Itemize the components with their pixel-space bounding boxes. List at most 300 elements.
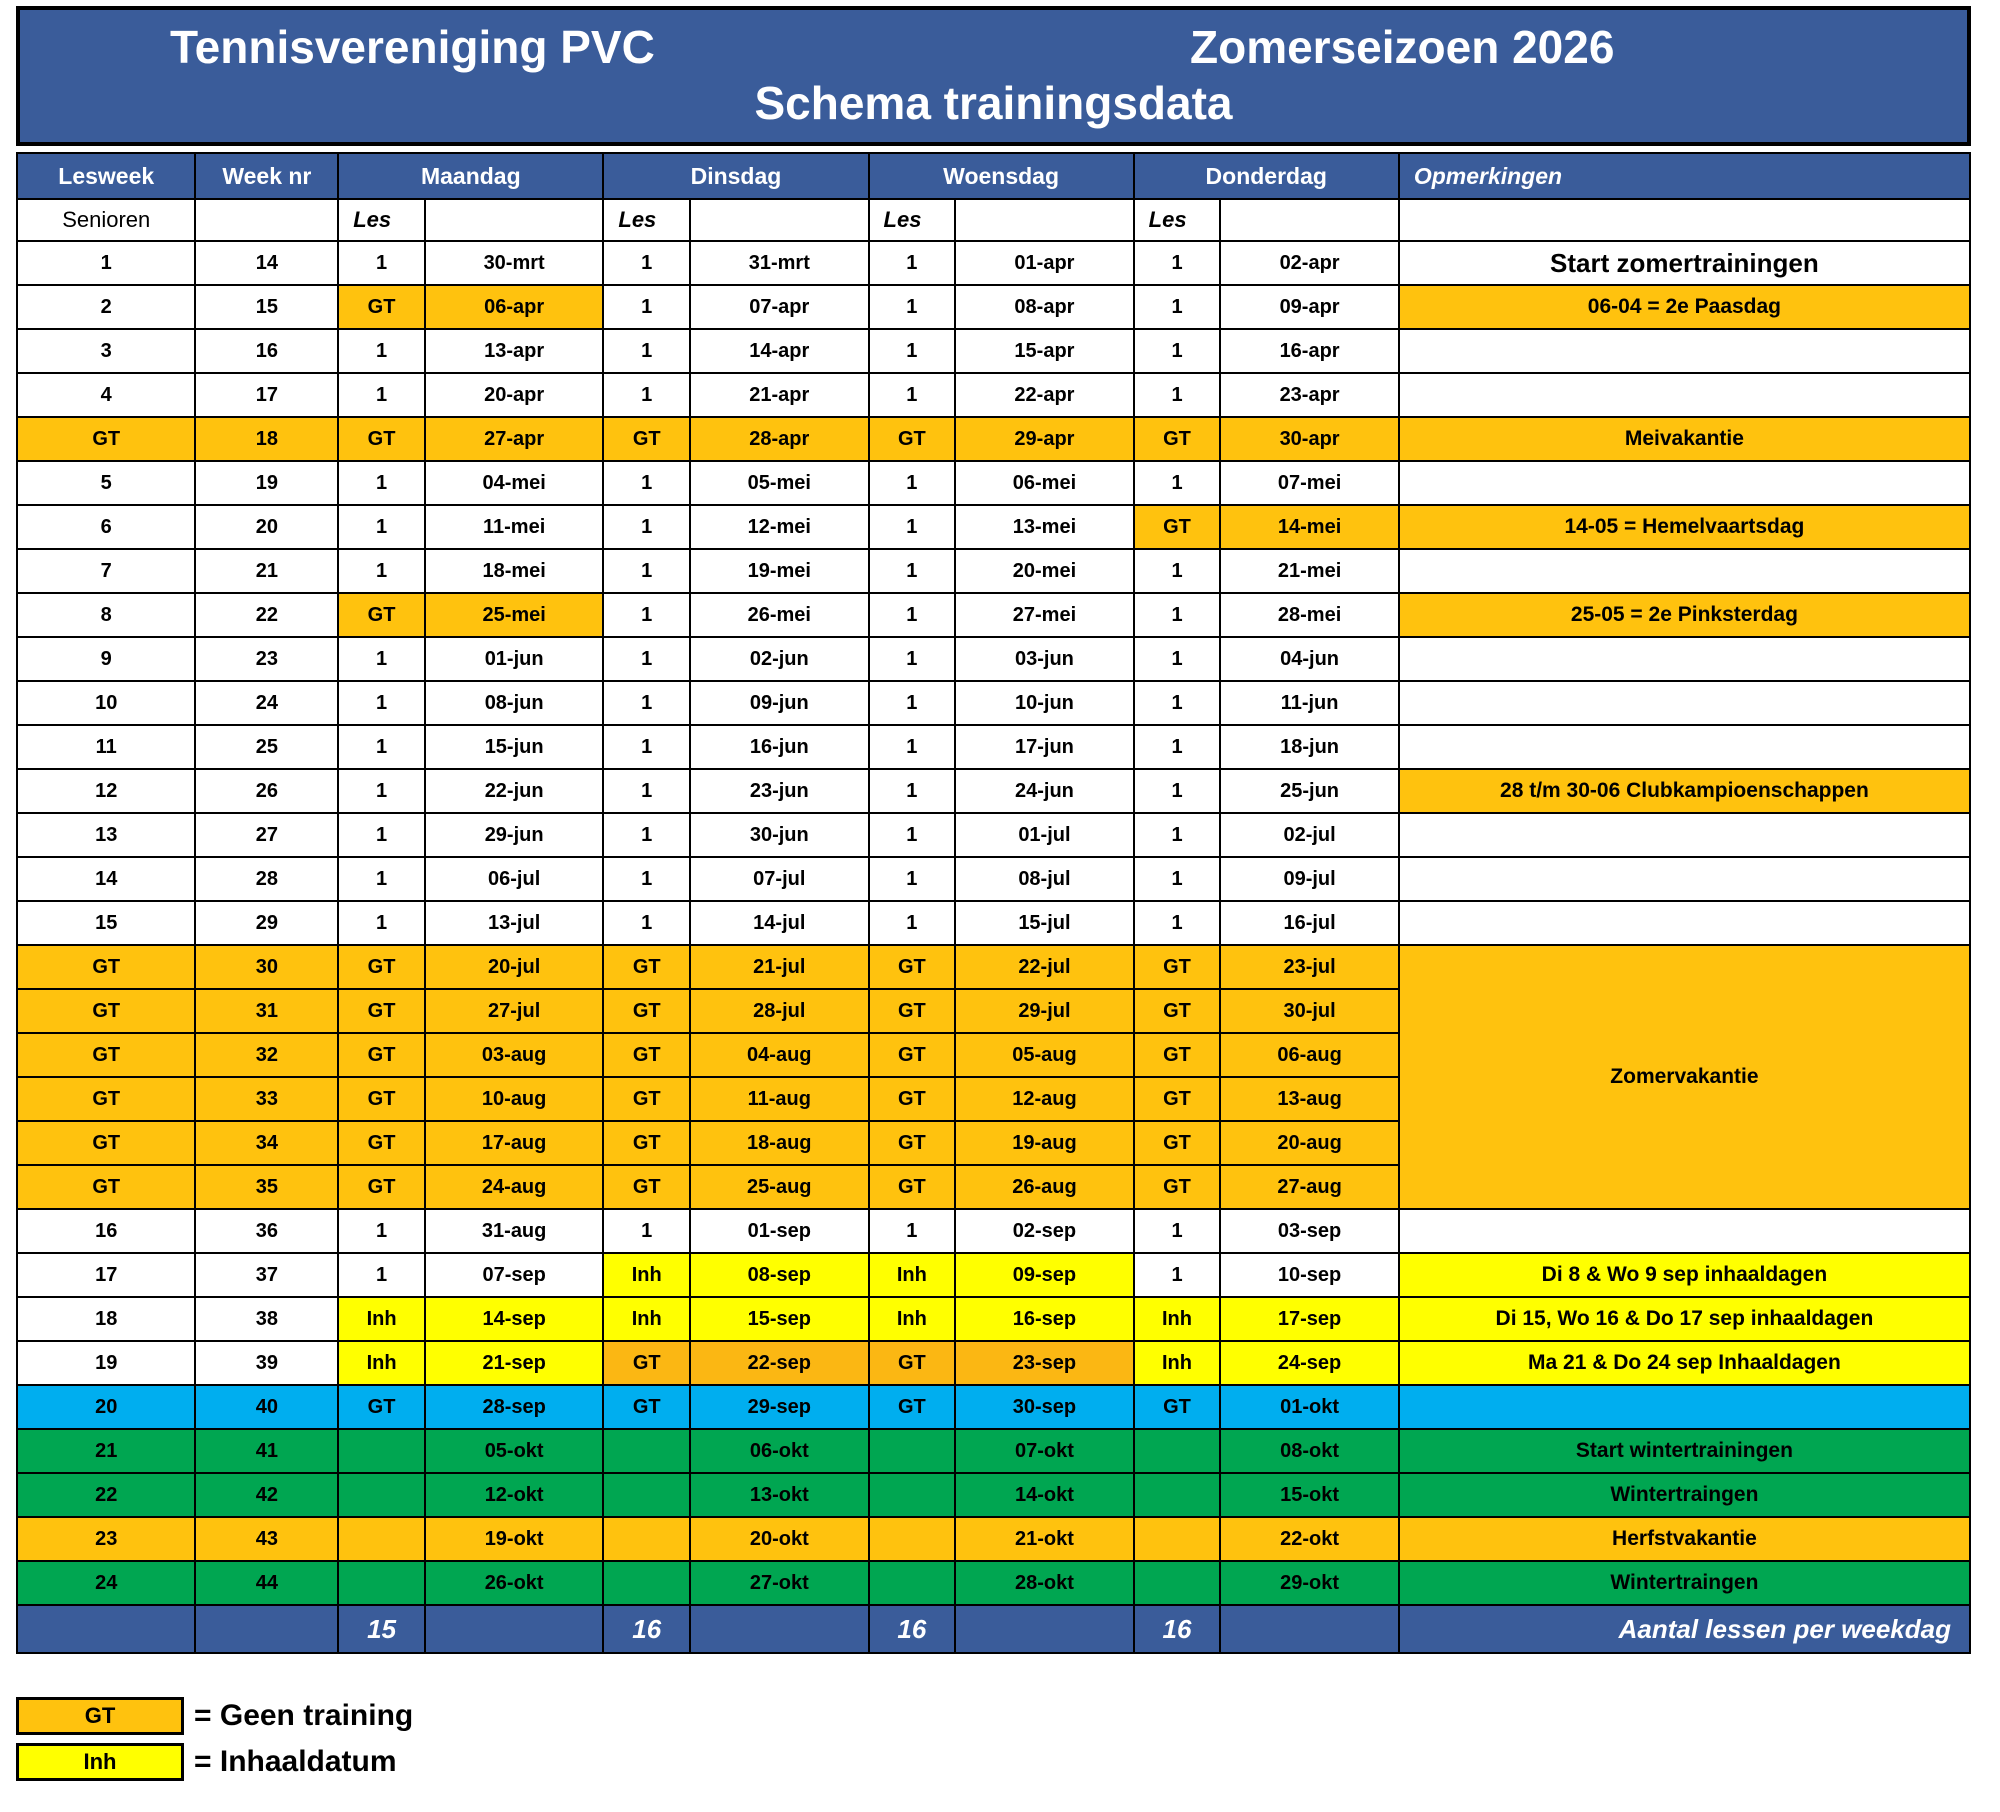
table-row xyxy=(17,1429,1970,1473)
cell-di_date: 05-mei xyxy=(690,461,868,505)
cell-lesweek: 8 xyxy=(17,593,195,637)
cell-ma_les: 1 xyxy=(338,901,425,945)
cell-ma_date: 11-mei xyxy=(425,505,603,549)
cell-do_date: 18-jun xyxy=(1220,725,1398,769)
cell-wo_date: 28-okt xyxy=(955,1561,1133,1605)
cell-di_date: 02-jun xyxy=(690,637,868,681)
cell-do_les: 1 xyxy=(1134,329,1221,373)
col-header-dinsdag: Dinsdag xyxy=(603,153,868,199)
cell-weeknr: 20 xyxy=(195,505,338,549)
cell-do_les: GT xyxy=(1134,1077,1221,1121)
col-header-weeknr: Week nr xyxy=(195,153,338,199)
cell-ma_les: 1 xyxy=(338,725,425,769)
cell-ma_les: GT xyxy=(338,1121,425,1165)
cell-lesweek: GT xyxy=(17,1077,195,1121)
subheader-date-dinsdag xyxy=(690,199,868,241)
cell-wo_les: 1 xyxy=(869,241,956,285)
cell-do_date: 24-sep xyxy=(1220,1341,1398,1385)
cell-do_date: 04-jun xyxy=(1220,637,1398,681)
cell-ma_date: 18-mei xyxy=(425,549,603,593)
table-row xyxy=(17,549,1970,593)
cell-wo_date: 06-mei xyxy=(955,461,1133,505)
cell-di_les: 1 xyxy=(603,813,690,857)
cell-weeknr: 38 xyxy=(195,1297,338,1341)
table-row xyxy=(17,769,1970,813)
cell-ma_les: 1 xyxy=(338,637,425,681)
cell-wo_date: 01-apr xyxy=(955,241,1133,285)
cell-di_date: 22-sep xyxy=(690,1341,868,1385)
cell-di_date: 28-jul xyxy=(690,989,868,1033)
cell-ma_les xyxy=(338,1429,425,1473)
cell-wo_les: GT xyxy=(869,1033,956,1077)
cell-wo_date: 02-sep xyxy=(955,1209,1133,1253)
cell-lesweek: 17 xyxy=(17,1253,195,1297)
cell-do_date: 14-mei xyxy=(1220,505,1398,549)
cell-di_les: 1 xyxy=(603,285,690,329)
cell-weeknr: 27 xyxy=(195,813,338,857)
cell-weeknr: 33 xyxy=(195,1077,338,1121)
subheader-date-donderdag xyxy=(1220,199,1398,241)
table-row xyxy=(17,1341,1970,1385)
cell-wo_date: 19-aug xyxy=(955,1121,1133,1165)
cell-di_les: 1 xyxy=(603,901,690,945)
cell-di_les: 1 xyxy=(603,505,690,549)
cell-do_date: 27-aug xyxy=(1220,1165,1398,1209)
cell-wo_les: 1 xyxy=(869,461,956,505)
cell-opmerkingen xyxy=(1399,1385,1970,1429)
cell-wo_date: 22-jul xyxy=(955,945,1133,989)
cell-di_date: 13-okt xyxy=(690,1473,868,1517)
cell-ma_date: 17-aug xyxy=(425,1121,603,1165)
col-header-woensdag: Woensdag xyxy=(869,153,1134,199)
title-banner xyxy=(16,6,1971,146)
cell-lesweek: 4 xyxy=(17,373,195,417)
cell-di_date: 18-aug xyxy=(690,1121,868,1165)
cell-opmerkingen: Di 8 & Wo 9 sep inhaaldagen xyxy=(1399,1253,1970,1297)
cell-do_date: 10-sep xyxy=(1220,1253,1398,1297)
subheader-les-woensdag: Les xyxy=(869,199,956,241)
cell-wo_les: 1 xyxy=(869,329,956,373)
cell-opmerkingen: Wintertraingen xyxy=(1399,1473,1970,1517)
cell-do_les: 1 xyxy=(1134,813,1221,857)
cell-do_les: 1 xyxy=(1134,901,1221,945)
table-row xyxy=(17,725,1970,769)
cell-wo_les: Inh xyxy=(869,1253,956,1297)
cell-ma_date: 10-aug xyxy=(425,1077,603,1121)
cell-di_date: 06-okt xyxy=(690,1429,868,1473)
cell-di_date: 04-aug xyxy=(690,1033,868,1077)
cell-wo_date: 20-mei xyxy=(955,549,1133,593)
cell-wo_les: 1 xyxy=(869,549,956,593)
cell-do_date: 09-jul xyxy=(1220,857,1398,901)
cell-lesweek: 6 xyxy=(17,505,195,549)
cell-ma_date: 21-sep xyxy=(425,1341,603,1385)
cell-ma_les: Inh xyxy=(338,1341,425,1385)
cell-ma_date: 15-jun xyxy=(425,725,603,769)
cell-di_les xyxy=(603,1561,690,1605)
cell-di_les xyxy=(603,1517,690,1561)
cell-opmerkingen xyxy=(1399,813,1970,857)
cell-do_les xyxy=(1134,1561,1221,1605)
cell-weeknr: 32 xyxy=(195,1033,338,1077)
cell-weeknr: 17 xyxy=(195,373,338,417)
cell-wo_les: 1 xyxy=(869,373,956,417)
cell-do_date: 20-aug xyxy=(1220,1121,1398,1165)
cell-di_les: 1 xyxy=(603,593,690,637)
cell-di_les xyxy=(603,1429,690,1473)
legend-swatch-inh: Inh xyxy=(16,1743,184,1781)
cell-di_date: 07-jul xyxy=(690,857,868,901)
totals-dinsdag: 16 xyxy=(603,1605,690,1653)
table-row xyxy=(17,857,1970,901)
table-row xyxy=(17,593,1970,637)
cell-ma_les: 1 xyxy=(338,461,425,505)
cell-do_les xyxy=(1134,1429,1221,1473)
cell-lesweek: 15 xyxy=(17,901,195,945)
cell-wo_date: 26-aug xyxy=(955,1165,1133,1209)
cell-di_les: 1 xyxy=(603,373,690,417)
cell-do_les: 1 xyxy=(1134,725,1221,769)
legend-item-gt xyxy=(16,1695,616,1737)
cell-opmerkingen xyxy=(1399,1209,1970,1253)
cell-ma_date: 14-sep xyxy=(425,1297,603,1341)
cell-ma_date: 20-jul xyxy=(425,945,603,989)
cell-wo_date: 15-apr xyxy=(955,329,1133,373)
cell-wo_les: 1 xyxy=(869,505,956,549)
cell-ma_les: 1 xyxy=(338,1209,425,1253)
cell-ma_date: 04-mei xyxy=(425,461,603,505)
cell-do_les: 1 xyxy=(1134,461,1221,505)
cell-do_les xyxy=(1134,1517,1221,1561)
cell-di_les: GT xyxy=(603,1385,690,1429)
cell-ma_date: 24-aug xyxy=(425,1165,603,1209)
totals-dinsdag-blank xyxy=(690,1605,868,1653)
cell-di_date: 28-apr xyxy=(690,417,868,461)
col-header-lesweek: Lesweek xyxy=(17,153,195,199)
cell-ma_date: 30-mrt xyxy=(425,241,603,285)
cell-opmerkingen xyxy=(1399,725,1970,769)
cell-do_les: 1 xyxy=(1134,1209,1221,1253)
table-row xyxy=(17,1561,1970,1605)
cell-wo_les xyxy=(869,1517,956,1561)
totals-donderdag-blank xyxy=(1220,1605,1398,1653)
cell-do_date: 30-apr xyxy=(1220,417,1398,461)
cell-ma_date: 03-aug xyxy=(425,1033,603,1077)
cell-lesweek: 13 xyxy=(17,813,195,857)
table-row xyxy=(17,285,1970,329)
cell-ma_les: GT xyxy=(338,417,425,461)
cell-wo_date: 17-jun xyxy=(955,725,1133,769)
cell-weeknr: 39 xyxy=(195,1341,338,1385)
subheader-les-dinsdag: Les xyxy=(603,199,690,241)
cell-lesweek: 7 xyxy=(17,549,195,593)
cell-do_les: GT xyxy=(1134,945,1221,989)
cell-di_date: 31-mrt xyxy=(690,241,868,285)
totals-woensdag: 16 xyxy=(869,1605,956,1653)
cell-lesweek: GT xyxy=(17,1121,195,1165)
table-row xyxy=(17,1209,1970,1253)
cell-weeknr: 31 xyxy=(195,989,338,1033)
cell-lesweek: 10 xyxy=(17,681,195,725)
cell-weeknr: 42 xyxy=(195,1473,338,1517)
table-row xyxy=(17,329,1970,373)
cell-di_les: 1 xyxy=(603,857,690,901)
cell-ma_les: 1 xyxy=(338,329,425,373)
table-row xyxy=(17,945,1970,989)
cell-weeknr: 36 xyxy=(195,1209,338,1253)
cell-wo_les xyxy=(869,1561,956,1605)
cell-wo_les xyxy=(869,1429,956,1473)
cell-wo_date: 03-jun xyxy=(955,637,1133,681)
cell-do_les: GT xyxy=(1134,417,1221,461)
cell-opmerkingen: Zomervakantie xyxy=(1399,945,1970,1209)
cell-lesweek: 24 xyxy=(17,1561,195,1605)
cell-do_date: 03-sep xyxy=(1220,1209,1398,1253)
cell-di_les: GT xyxy=(603,1033,690,1077)
page-subtitle: Schema trainingsdata xyxy=(754,77,1233,129)
cell-di_les: 1 xyxy=(603,549,690,593)
cell-wo_les: 1 xyxy=(869,857,956,901)
cell-opmerkingen: 06-04 = 2e Paasdag xyxy=(1399,285,1970,329)
table-row xyxy=(17,1297,1970,1341)
cell-weeknr: 43 xyxy=(195,1517,338,1561)
cell-wo_date: 27-mei xyxy=(955,593,1133,637)
cell-di_les: GT xyxy=(603,1341,690,1385)
legend xyxy=(16,1695,616,1787)
cell-lesweek: 14 xyxy=(17,857,195,901)
cell-ma_date: 06-apr xyxy=(425,285,603,329)
cell-di_les: GT xyxy=(603,1165,690,1209)
totals-label: Aantal lessen per weekdag xyxy=(1399,1605,1970,1653)
cell-lesweek: GT xyxy=(17,1165,195,1209)
subheader-weeknr-blank xyxy=(195,199,338,241)
cell-wo_date: 05-aug xyxy=(955,1033,1133,1077)
cell-wo_les: GT xyxy=(869,1121,956,1165)
cell-wo_date: 15-jul xyxy=(955,901,1133,945)
subheader-row xyxy=(17,199,1970,241)
cell-ma_les: 1 xyxy=(338,813,425,857)
cell-di_les: GT xyxy=(603,945,690,989)
cell-weeknr: 21 xyxy=(195,549,338,593)
cell-ma_date: 29-jun xyxy=(425,813,603,857)
cell-do_les: 1 xyxy=(1134,681,1221,725)
table-row xyxy=(17,373,1970,417)
cell-ma_les: 1 xyxy=(338,769,425,813)
cell-ma_date: 27-apr xyxy=(425,417,603,461)
cell-di_les: 1 xyxy=(603,725,690,769)
cell-di_les: GT xyxy=(603,1121,690,1165)
cell-wo_date: 16-sep xyxy=(955,1297,1133,1341)
cell-do_les: GT xyxy=(1134,1165,1221,1209)
cell-ma_les xyxy=(338,1473,425,1517)
cell-opmerkingen xyxy=(1399,461,1970,505)
cell-ma_date: 31-aug xyxy=(425,1209,603,1253)
cell-ma_date: 28-sep xyxy=(425,1385,603,1429)
cell-ma_les: 1 xyxy=(338,857,425,901)
cell-opmerkingen xyxy=(1399,637,1970,681)
cell-ma_date: 01-jun xyxy=(425,637,603,681)
table-row xyxy=(17,813,1970,857)
cell-ma_date: 05-okt xyxy=(425,1429,603,1473)
cell-lesweek: 20 xyxy=(17,1385,195,1429)
cell-weeknr: 15 xyxy=(195,285,338,329)
cell-ma_date: 20-apr xyxy=(425,373,603,417)
col-header-maandag: Maandag xyxy=(338,153,603,199)
cell-do_les: Inh xyxy=(1134,1341,1221,1385)
cell-ma_date: 12-okt xyxy=(425,1473,603,1517)
table-row xyxy=(17,1253,1970,1297)
cell-weeknr: 24 xyxy=(195,681,338,725)
cell-do_date: 16-jul xyxy=(1220,901,1398,945)
cell-lesweek: 9 xyxy=(17,637,195,681)
cell-wo_date: 08-apr xyxy=(955,285,1133,329)
cell-wo_les xyxy=(869,1473,956,1517)
totals-maandag-blank xyxy=(425,1605,603,1653)
cell-di_les: 1 xyxy=(603,461,690,505)
cell-opmerkingen: Ma 21 & Do 24 sep Inhaaldagen xyxy=(1399,1341,1970,1385)
cell-do_date: 17-sep xyxy=(1220,1297,1398,1341)
cell-lesweek: GT xyxy=(17,417,195,461)
cell-di_les: 1 xyxy=(603,637,690,681)
cell-di_date: 09-jun xyxy=(690,681,868,725)
cell-weeknr: 35 xyxy=(195,1165,338,1209)
totals-woensdag-blank xyxy=(955,1605,1133,1653)
table-header-row xyxy=(17,153,1970,199)
cell-weeknr: 26 xyxy=(195,769,338,813)
cell-di_date: 01-sep xyxy=(690,1209,868,1253)
season-name: Zomerseizoen 2026 xyxy=(1190,21,1615,73)
totals-row xyxy=(17,1605,1970,1653)
cell-ma_les xyxy=(338,1561,425,1605)
cell-lesweek: 22 xyxy=(17,1473,195,1517)
cell-di_les: 1 xyxy=(603,1209,690,1253)
cell-di_les: 1 xyxy=(603,241,690,285)
cell-lesweek: GT xyxy=(17,989,195,1033)
cell-do_date: 07-mei xyxy=(1220,461,1398,505)
cell-wo_les: 1 xyxy=(869,1209,956,1253)
cell-wo_les: 1 xyxy=(869,813,956,857)
cell-wo_les: 1 xyxy=(869,681,956,725)
cell-di_date: 26-mei xyxy=(690,593,868,637)
cell-do_date: 25-jun xyxy=(1220,769,1398,813)
cell-do_date: 21-mei xyxy=(1220,549,1398,593)
cell-wo_les: 1 xyxy=(869,769,956,813)
cell-di_date: 19-mei xyxy=(690,549,868,593)
cell-lesweek: 18 xyxy=(17,1297,195,1341)
legend-swatch-gt: GT xyxy=(16,1697,184,1735)
cell-wo_les: GT xyxy=(869,1385,956,1429)
cell-weeknr: 44 xyxy=(195,1561,338,1605)
cell-opmerkingen: 28 t/m 30-06 Clubkampioenschappen xyxy=(1399,769,1970,813)
cell-do_les: 1 xyxy=(1134,373,1221,417)
table-row xyxy=(17,681,1970,725)
cell-do_date: 13-aug xyxy=(1220,1077,1398,1121)
subheader-date-maandag xyxy=(425,199,603,241)
cell-wo_date: 30-sep xyxy=(955,1385,1133,1429)
cell-do_date: 11-jun xyxy=(1220,681,1398,725)
legend-label-gt: = Geen training xyxy=(194,1699,414,1732)
table-row xyxy=(17,241,1970,285)
cell-weeknr: 22 xyxy=(195,593,338,637)
cell-wo_les: GT xyxy=(869,989,956,1033)
cell-opmerkingen xyxy=(1399,329,1970,373)
cell-di_date: 30-jun xyxy=(690,813,868,857)
cell-wo_les: Inh xyxy=(869,1297,956,1341)
cell-ma_les: GT xyxy=(338,593,425,637)
cell-do_les: 1 xyxy=(1134,593,1221,637)
cell-weeknr: 41 xyxy=(195,1429,338,1473)
subheader-date-woensdag xyxy=(955,199,1133,241)
table-row xyxy=(17,637,1970,681)
cell-opmerkingen: Start wintertrainingen xyxy=(1399,1429,1970,1473)
cell-di_date: 07-apr xyxy=(690,285,868,329)
cell-do_les: GT xyxy=(1134,989,1221,1033)
subheader-opmerkingen xyxy=(1399,199,1970,241)
cell-opmerkingen: Herfstvakantie xyxy=(1399,1517,1970,1561)
cell-weeknr: 37 xyxy=(195,1253,338,1297)
cell-wo_date: 09-sep xyxy=(955,1253,1133,1297)
cell-do_les: GT xyxy=(1134,1121,1221,1165)
cell-do_les: 1 xyxy=(1134,857,1221,901)
cell-lesweek: 19 xyxy=(17,1341,195,1385)
cell-ma_date: 06-jul xyxy=(425,857,603,901)
cell-di_les: Inh xyxy=(603,1297,690,1341)
cell-opmerkingen xyxy=(1399,373,1970,417)
cell-do_date: 29-okt xyxy=(1220,1561,1398,1605)
cell-ma_les: Inh xyxy=(338,1297,425,1341)
table-row xyxy=(17,417,1970,461)
cell-wo_les: 1 xyxy=(869,725,956,769)
cell-ma_date: 07-sep xyxy=(425,1253,603,1297)
table-body xyxy=(17,199,1970,1653)
cell-ma_date: 22-jun xyxy=(425,769,603,813)
cell-di_les: 1 xyxy=(603,329,690,373)
cell-wo_date: 29-apr xyxy=(955,417,1133,461)
cell-do_les: Inh xyxy=(1134,1297,1221,1341)
cell-ma_les: 1 xyxy=(338,681,425,725)
cell-do_les: GT xyxy=(1134,1033,1221,1077)
cell-di_les: GT xyxy=(603,1077,690,1121)
cell-lesweek: 16 xyxy=(17,1209,195,1253)
cell-di_date: 25-aug xyxy=(690,1165,868,1209)
cell-wo_date: 07-okt xyxy=(955,1429,1133,1473)
cell-opmerkingen xyxy=(1399,681,1970,725)
cell-di_les: Inh xyxy=(603,1253,690,1297)
cell-di_date: 15-sep xyxy=(690,1297,868,1341)
cell-wo_les: GT xyxy=(869,945,956,989)
cell-do_les: 1 xyxy=(1134,241,1221,285)
cell-di_les: 1 xyxy=(603,681,690,725)
cell-wo_les: 1 xyxy=(869,637,956,681)
cell-do_les: 1 xyxy=(1134,1253,1221,1297)
cell-ma_les: GT xyxy=(338,285,425,329)
cell-di_date: 20-okt xyxy=(690,1517,868,1561)
cell-ma_les: GT xyxy=(338,1165,425,1209)
cell-lesweek: 1 xyxy=(17,241,195,285)
banner-top-row xyxy=(20,16,1967,78)
cell-weeknr: 25 xyxy=(195,725,338,769)
cell-weeknr: 23 xyxy=(195,637,338,681)
cell-opmerkingen: 25-05 = 2e Pinksterdag xyxy=(1399,593,1970,637)
totals-lesweek-blank xyxy=(17,1605,195,1653)
cell-di_date: 14-apr xyxy=(690,329,868,373)
table-row xyxy=(17,1517,1970,1561)
cell-wo_date: 12-aug xyxy=(955,1077,1133,1121)
cell-do_date: 22-okt xyxy=(1220,1517,1398,1561)
training-schedule-table xyxy=(16,152,1971,1654)
cell-di_date: 23-jun xyxy=(690,769,868,813)
col-header-opmerkingen: Opmerkingen xyxy=(1399,153,1970,199)
